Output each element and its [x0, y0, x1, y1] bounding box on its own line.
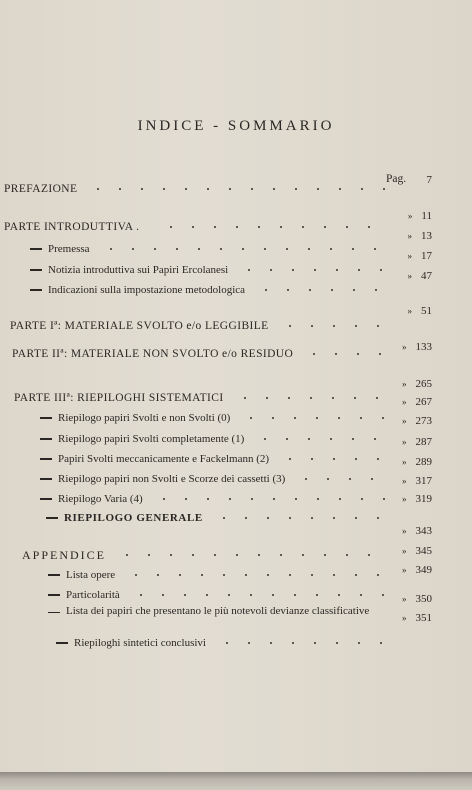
page-number: » 51 — [407, 305, 432, 317]
dot-leader — [149, 498, 386, 500]
page-number: » 11 — [407, 210, 432, 222]
page-number: » 265 — [402, 378, 432, 390]
page-number: » 13 — [407, 230, 432, 242]
page-number: » 17 — [407, 250, 432, 262]
toc-entry-parte-1: PARTE Iª: MATERIALE SVOLTO e/o LEGGIBILE — [10, 317, 390, 335]
dot-leader — [275, 325, 384, 327]
toc-entry-riepilogo-2: Papiri Svolti meccanicamente e Fackelmann (2) — [40, 450, 392, 468]
dot-leader — [236, 417, 386, 419]
dot-leader — [299, 353, 386, 355]
dot-leader — [251, 289, 384, 291]
toc-entry-riepilogo-0: Riepilogo papiri Svolti e non Svolti (0) — [40, 409, 392, 427]
page-number: 7 — [426, 174, 432, 186]
dot-leader — [250, 438, 386, 440]
toc-entry-notizia: Notizia introduttiva sui Papiri Ercolanesi — [30, 261, 390, 279]
page-number: » 319 — [402, 493, 432, 505]
toc-entry-riepilogo-4: Riepilogo Varia (4) — [40, 490, 392, 508]
toc-entry-riepilogo-3: Riepilogo papiri non Svolti e Scorze dei cassetti (3) — [40, 470, 392, 488]
dot-leader — [275, 458, 386, 460]
toc-entry-parte-introduttiva: PARTE INTRODUTTIVA . — [4, 221, 140, 233]
dot-leader — [156, 226, 384, 228]
page-number: » 350 — [402, 593, 432, 605]
toc-entry-premessa: Premessa — [30, 240, 390, 258]
dot-leader — [209, 517, 386, 519]
page-number: » 349 — [402, 564, 432, 576]
dot-leader — [230, 397, 386, 399]
page-bottom-edge — [0, 772, 472, 790]
dot-leader — [126, 594, 386, 596]
pag-label: Pag. — [386, 173, 407, 185]
dot-leader — [234, 269, 384, 271]
toc-entry-riepiloghi-sintetici: Riepiloghi sintetici conclusivi — [56, 634, 392, 652]
toc-entry-riepilogo-generale: RIEPILOGO GENERALE — [46, 509, 392, 527]
page-number: » 287 — [402, 436, 432, 448]
toc-entry-lista-opere: Lista opere — [48, 566, 392, 584]
dot-leader — [121, 574, 386, 576]
dot-leader — [291, 478, 386, 480]
toc-entry-parte-2: PARTE IIª: MATERIALE NON SVOLTO e/o RESIDUO — [12, 345, 392, 363]
page-title: INDICE - SOMMARIO — [137, 118, 335, 134]
toc-entry-prefazione: PREFAZIONE — [4, 180, 394, 198]
toc-entry-appendice: APPENDICE — [22, 546, 392, 564]
dot-leader — [212, 642, 386, 644]
page-number: » 289 — [402, 456, 432, 468]
toc-entry-lista-papiri: Lista dei papiri che presentano le più notevoli devianze classificative — [48, 604, 392, 638]
dot-leader — [112, 554, 386, 556]
page-number: » 343 — [402, 525, 432, 537]
toc-entry-parte-3: PARTE IIIª: RIEPILOGHI SISTEMATICI — [14, 389, 392, 407]
page-number: » 47 — [407, 270, 432, 282]
page-number: » 267 — [402, 396, 432, 408]
toc-entry-riepilogo-1: Riepilogo papiri Svolti completamente (1) — [40, 430, 392, 448]
dot-leader — [96, 248, 384, 250]
toc-entry-particolarita: Particolarità — [48, 586, 392, 604]
page-number: » 351 — [402, 612, 432, 624]
toc-entry-indicazioni: Indicazioni sulla impostazione metodologica — [30, 281, 390, 299]
toc-dots-continuation — [150, 218, 390, 236]
page-number: » 133 — [402, 341, 432, 353]
page-number: » 317 — [402, 475, 432, 487]
page-number: » 345 — [402, 545, 432, 557]
dot-leader — [83, 188, 388, 190]
page-number: » 273 — [402, 415, 432, 427]
